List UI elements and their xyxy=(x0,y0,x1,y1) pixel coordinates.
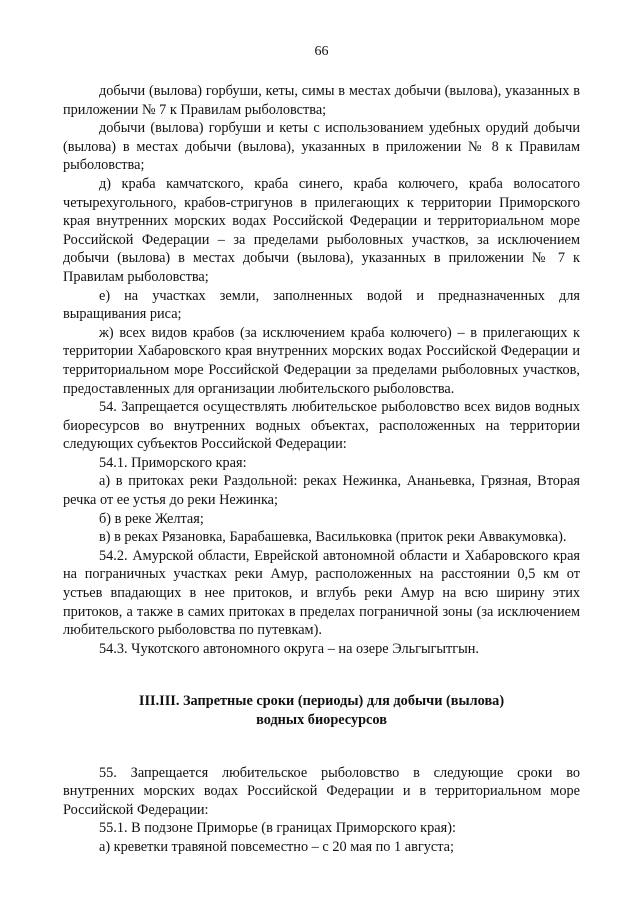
paragraph: 55. Запрещается любительское рыболовство в следующие сроки во внутренних морских водах Российской Федерации и в территориальном море Российской Федерации: xyxy=(63,764,580,818)
paragraph: добычи (вылова) горбуши и кеты с использованием удебных орудий добычи (вылова) в местах добычи (вылова), указанных в приложении № 8 к Правилам рыболовства; xyxy=(63,120,580,174)
page-number: 66 xyxy=(314,44,329,59)
paragraph: 54.3. Чукотского автономного округа – на озере Эльгыгытгын. xyxy=(99,640,479,657)
paragraph: ж) всех видов крабов (за исключением краба колючего) – в прилегающих к территории Хабаровского края внутренних морских водах Российской Федерации и территориальном море Российской Федерации за пределами рыболовных участков, предоставленных для организации любительского рыболовства. xyxy=(63,324,580,397)
paragraph: 55.1. В подзоне Приморье (в границах Приморского края): xyxy=(99,820,456,837)
section-heading xyxy=(63,692,580,729)
section-heading-line-2: водных биоресурсов xyxy=(256,712,387,728)
section-heading-line-1: III.III. Запретные сроки (периоды) для добычи (вылова) xyxy=(138,693,505,710)
paragraph: 54.2. Амурской области, Еврейской автономной области и Хабаровского края на пограничных участках реки Амур, расположенных на расстоянии 0,5 км от устьев впадающих в нее притоков, и вглубь реки Амур на всю ширину этих притоков, а также в самих притоках в пределах пограничной зоны (за исключением любительского рыболовства по путевкам). xyxy=(63,547,580,639)
paragraph: б) в реке Желтая; xyxy=(99,510,204,527)
paragraph: в) в реках Рязановка, Барабашевка, Васильковка (приток реки Аввакумовка). xyxy=(99,529,567,546)
paragraph: 54. Запрещается осуществлять любительское рыболовство всех видов водных биоресурсов во внутренних водных объектах, расположенных на территории следующих субъектов Российской Федерации: xyxy=(63,399,580,453)
paragraph: добычи (вылова) горбуши, кеты, симы в местах добычи (вылова), указанных в приложении № 7 к Правилам рыболовства; xyxy=(63,83,580,118)
paragraph: 54.1. Приморского края: xyxy=(99,454,247,471)
paragraph: а) в притоках реки Раздольной: реках Нежинка, Ананьевка, Грязная, Вторая речка от ее устья до реки Нежинка; xyxy=(63,473,580,509)
body-text-block-2 xyxy=(63,764,580,857)
paragraph: а) креветки травяной повсеместно – с 20 мая по 1 августа; xyxy=(99,838,454,855)
body-text-block-1 xyxy=(63,82,580,658)
paragraph: е) на участках земли, заполненных водой и предназначенных для выращивания риса; xyxy=(63,287,580,323)
paragraph: д) краба камчатского, краба синего, краба колючего, краба волосатого четырехугольного, крабов-стригунов в прилегающих к территории Приморского края внутренних морских водах Российской Федерации и территориальном море Российской Федерации – за пределами рыболовных участков, за исключением добычи (вылова) в местах добычи (вылова), указанных в приложении № 7 к Правилам рыболовства; xyxy=(63,175,580,285)
